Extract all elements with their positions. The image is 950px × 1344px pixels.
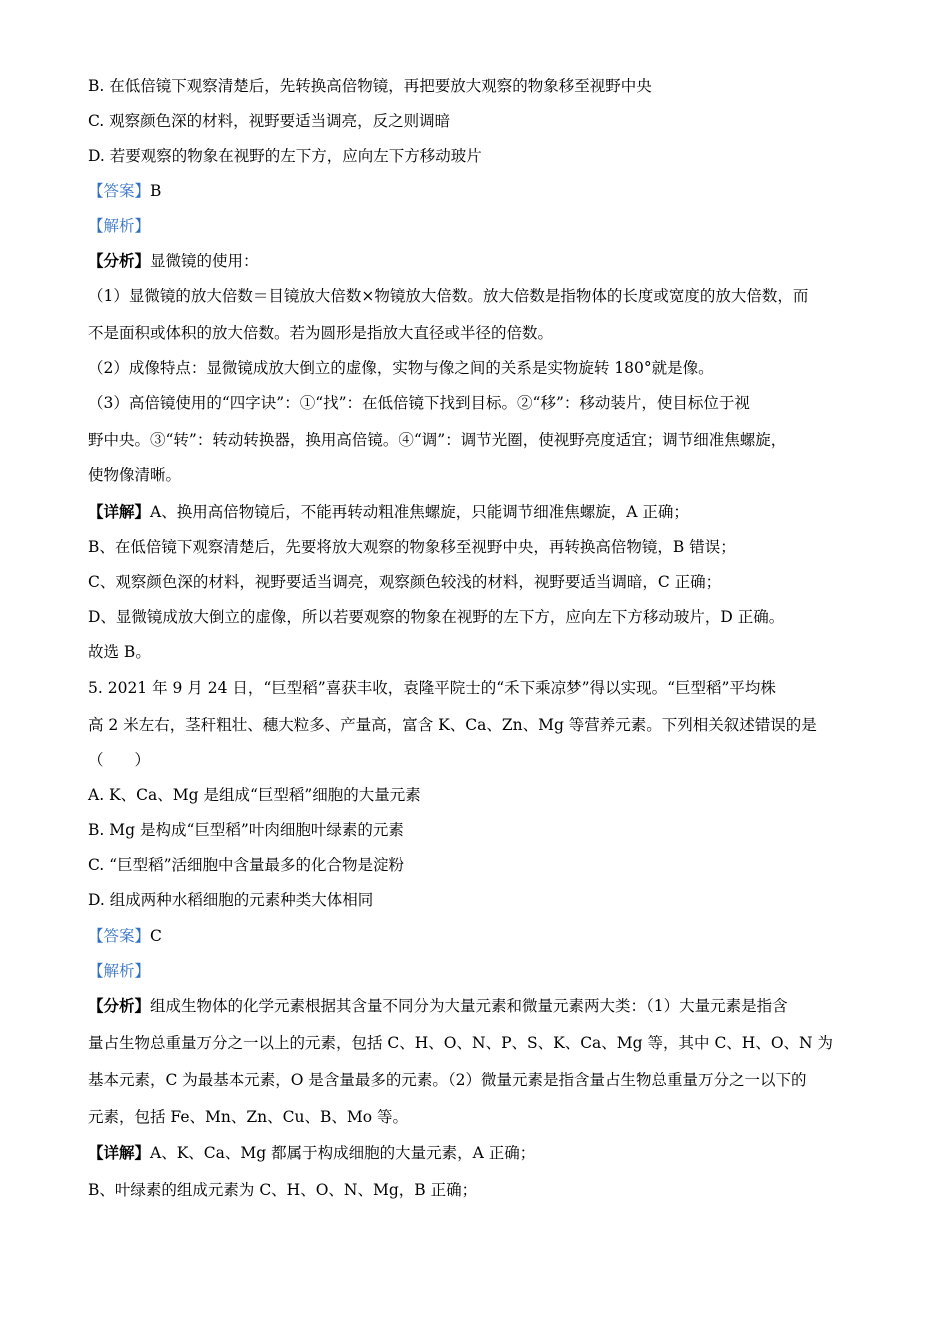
paragraph-line: 基本元素，C 为最基本元素，O 是含量最多的元素。（2）微量元素是指含量占生物总重量万分之一以下的 (88, 1071, 807, 1089)
paragraph-line: B、在低倍镜下观察清楚后，先要将放大观察的物象移至视野中央，再转换高倍物镜，B 错误； (88, 538, 736, 556)
analysis-tag: 【解析】 (88, 217, 151, 235)
option-a: A. K、Ca、Mg 是组成“巨型稻”细胞的大量元素 (88, 786, 421, 804)
question-blank: （ ） (88, 751, 151, 769)
detail-line (88, 1143, 535, 1163)
paragraph-line: 元素，包括 Fe、Mn、Zn、Cu、B、Mo 等。 (88, 1108, 408, 1126)
paragraph-line: 使物像清晰。 (88, 466, 182, 484)
detail-line (88, 502, 689, 522)
paragraph-line: （2）成像特点：显微镜成放大倒立的虚像，实物与像之间的关系是实物旋转 180°就是像。 (88, 359, 714, 377)
question-stem: 高 2 米左右，茎秆粗壮、穗大粒多、产量高，富含 K、Ca、Zn、Mg 等营养元素。下列相关叙述错误的是 (88, 716, 817, 734)
answer-value: C (150, 927, 162, 945)
detail-text: A、换用高倍物镜后，不能再转动粗准焦螺旋，只能调节细准焦螺旋，A 正确； (150, 503, 689, 521)
question-stem: 5. 2021 年 9 月 24 日，“巨型稻”喜获丰收，袁隆平院士的“禾下乘凉梦”得以实现。“巨型稻”平均株 (88, 679, 776, 697)
fenxi-line (88, 996, 788, 1016)
option-b: B. 在低倍镜下观察清楚后，先转换高倍物镜，再把要放大观察的物象移至视野中央 (88, 77, 652, 95)
option-b: B. Mg 是构成“巨型稻”叶肉细胞叶绿素的元素 (88, 821, 404, 839)
answer-line (88, 181, 161, 201)
analysis-tag: 【解析】 (88, 962, 151, 980)
option-d: D. 若要观察的物象在视野的左下方，应向左下方移动玻片 (88, 147, 482, 165)
option-c: C. 观察颜色深的材料，视野要适当调亮，反之则调暗 (88, 112, 451, 130)
answer-line (88, 926, 162, 946)
fenxi-tag: 【分析】 (88, 996, 151, 1015)
detail-text: A、K、Ca、Mg 都属于构成细胞的大量元素，A 正确； (150, 1144, 536, 1162)
paragraph-line: B、叶绿素的组成元素为 C、H、O、N、Mg，B 正确； (88, 1181, 478, 1199)
detail-tag: 【详解】 (88, 502, 151, 521)
fenxi-text: 组成生物体的化学元素根据其含量不同分为大量元素和微量元素两大类：（1）大量元素是指含 (150, 997, 788, 1015)
option-c: C. “巨型稻”活细胞中含量最多的化合物是淀粉 (88, 856, 405, 874)
answer-value: B (150, 182, 162, 200)
paragraph-line: C、观察颜色深的材料，视野要适当调亮，观察颜色较浅的材料，视野要适当调暗，C 正确； (88, 573, 722, 591)
analysis-tag-line (88, 961, 150, 981)
paragraph-line: （3）高倍镜使用的“四字诀”：①“找”：在低倍镜下找到目标。②“移”：移动装片，使目标位于视 (88, 394, 750, 412)
option-d: D. 组成两种水稻细胞的元素种类大体相同 (88, 891, 374, 909)
detail-tag: 【详解】 (88, 1143, 151, 1162)
analysis-tag-line (88, 216, 150, 236)
paragraph-line: （1）显微镜的放大倍数＝目镜放大倍数×物镜放大倍数。放大倍数是指物体的长度或宽度的放大倍数，而 (88, 287, 809, 305)
paragraph-line: D、显微镜成放大倒立的虚像，所以若要观察的物象在视野的左下方，应向左下方移动玻片，D 正确。 (88, 608, 785, 626)
answer-tag: 【答案】 (88, 927, 151, 945)
fenxi-tag: 【分析】 (88, 251, 151, 270)
fenxi-line (88, 251, 259, 271)
paragraph-line: 故选 B。 (88, 643, 151, 661)
fenxi-text: 显微镜的使用： (150, 252, 259, 270)
answer-tag: 【答案】 (88, 182, 151, 200)
paragraph-line: 野中央。③“转”：转动转换器，换用高倍镜。④“调”：调节光圈，使视野亮度适宜；调节细准焦螺旋， (88, 431, 787, 449)
paragraph-line: 不是面积或体积的放大倍数。若为圆形是指放大直径或半径的倍数。 (88, 324, 554, 342)
paragraph-line: 量占生物总重量万分之一以上的元素，包括 C、H、O、N、P、S、K、Ca、Mg 等，其中 C、H、O、N 为 (88, 1034, 834, 1052)
